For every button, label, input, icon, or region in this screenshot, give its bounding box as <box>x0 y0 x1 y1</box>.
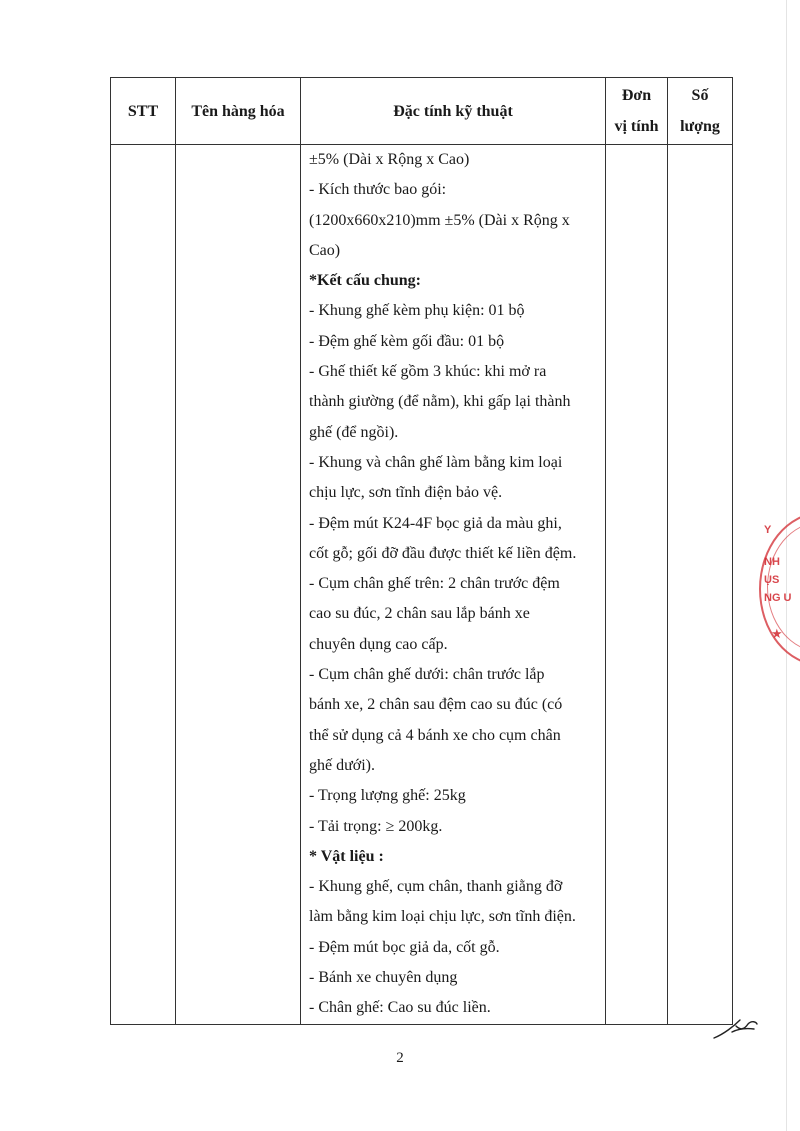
spec-line: cao su đúc, 2 chân sau lắp bánh xe <box>309 605 530 623</box>
spec-line: - Khung và chân ghế làm bằng kim loại <box>309 453 563 471</box>
stamp-text: NH <box>764 556 780 568</box>
star-icon: ★ <box>771 626 783 641</box>
spec-line: - Đệm ghế kèm gối đầu: 01 bộ <box>309 332 505 350</box>
spec-line: - Ghế thiết kế gồm 3 khúc: khi mở ra <box>309 363 547 381</box>
spec-line: thể sử dụng cả 4 bánh xe cho cụm chân <box>309 726 561 744</box>
spec-line: - Bánh xe chuyên dụng <box>309 969 458 987</box>
spec-lines <box>309 145 605 1024</box>
header-name: Tên hàng hóa <box>176 78 301 145</box>
spec-line: - Chân ghế: Cao su đúc liền. <box>309 999 491 1017</box>
spec-line: chuyên dụng cao cấp. <box>309 635 448 653</box>
header-unit <box>606 78 668 145</box>
cell-qty <box>668 145 733 1025</box>
cell-stt <box>111 145 176 1025</box>
spec-line: - Kích thước bao gói: <box>309 181 447 199</box>
spec-line: - Đệm mút K24-4F bọc giả da màu ghi, <box>309 514 562 532</box>
cell-spec <box>301 145 606 1025</box>
header-spec: Đặc tính kỹ thuật <box>301 78 606 145</box>
spec-line: cốt gỗ; gối đỡ đầu được thiết kế liền đệm. <box>309 544 577 562</box>
header-unit-line1: Đơn <box>621 87 652 104</box>
stamp-text: NG U <box>764 592 792 604</box>
stamp-text: ỤS <box>764 574 780 586</box>
spec-line: ghế (để ngồi). <box>309 423 399 441</box>
header-unit-line2: vị tính <box>614 118 659 135</box>
signature-initial <box>710 1012 760 1042</box>
header-qty-line1: Số <box>691 87 709 104</box>
spec-line: - Tải trọng: ≥ 200kg. <box>309 817 443 835</box>
spec-line: chịu lực, sơn tĩnh điện bảo vệ. <box>309 484 503 502</box>
spec-line: làm bằng kim loại chịu lực, sơn tĩnh điện. <box>309 908 576 926</box>
spec-section-heading: *Kết cấu chung: <box>309 272 421 290</box>
stamp-text: Y <box>764 524 772 536</box>
spec-line: - Khung ghế kèm phụ kiện: 01 bộ <box>309 302 525 320</box>
spec-line: bánh xe, 2 chân sau đệm cao su đúc (có <box>309 696 563 714</box>
spec-line: - Trọng lượng ghế: 25kg <box>309 787 466 805</box>
header-qty-line2: lượng <box>680 118 720 135</box>
spec-line: thành giường (để nằm), khi gấp lại thành <box>309 393 571 411</box>
spec-line: - Đệm mút bọc giả da, cốt gỗ. <box>309 938 500 956</box>
spec-line: - Cụm chân ghế dưới: chân trước lắp <box>309 666 545 684</box>
spec-section-heading: * Vật liệu : <box>309 847 384 865</box>
header-stt: STT <box>111 78 176 145</box>
table-header-row <box>111 78 733 145</box>
cell-unit <box>606 145 668 1025</box>
red-stamp <box>755 512 800 662</box>
spec-line: - Cụm chân ghế trên: 2 chân trước đệm <box>309 575 560 593</box>
spec-line: ghế dưới). <box>309 756 376 774</box>
spec-line: (1200x660x210)mm ±5% (Dài x Rộng x <box>309 211 570 229</box>
spec-line: Cao) <box>309 241 341 259</box>
spec-line: - Khung ghế, cụm chân, thanh giằng đỡ <box>309 878 563 896</box>
table-row <box>111 145 733 1025</box>
page-number: 2 <box>396 1050 404 1066</box>
cell-name <box>176 145 301 1025</box>
spec-table <box>110 77 733 1025</box>
spec-line: ±5% (Dài x Rộng x Cao) <box>309 151 470 168</box>
header-qty <box>668 78 733 145</box>
